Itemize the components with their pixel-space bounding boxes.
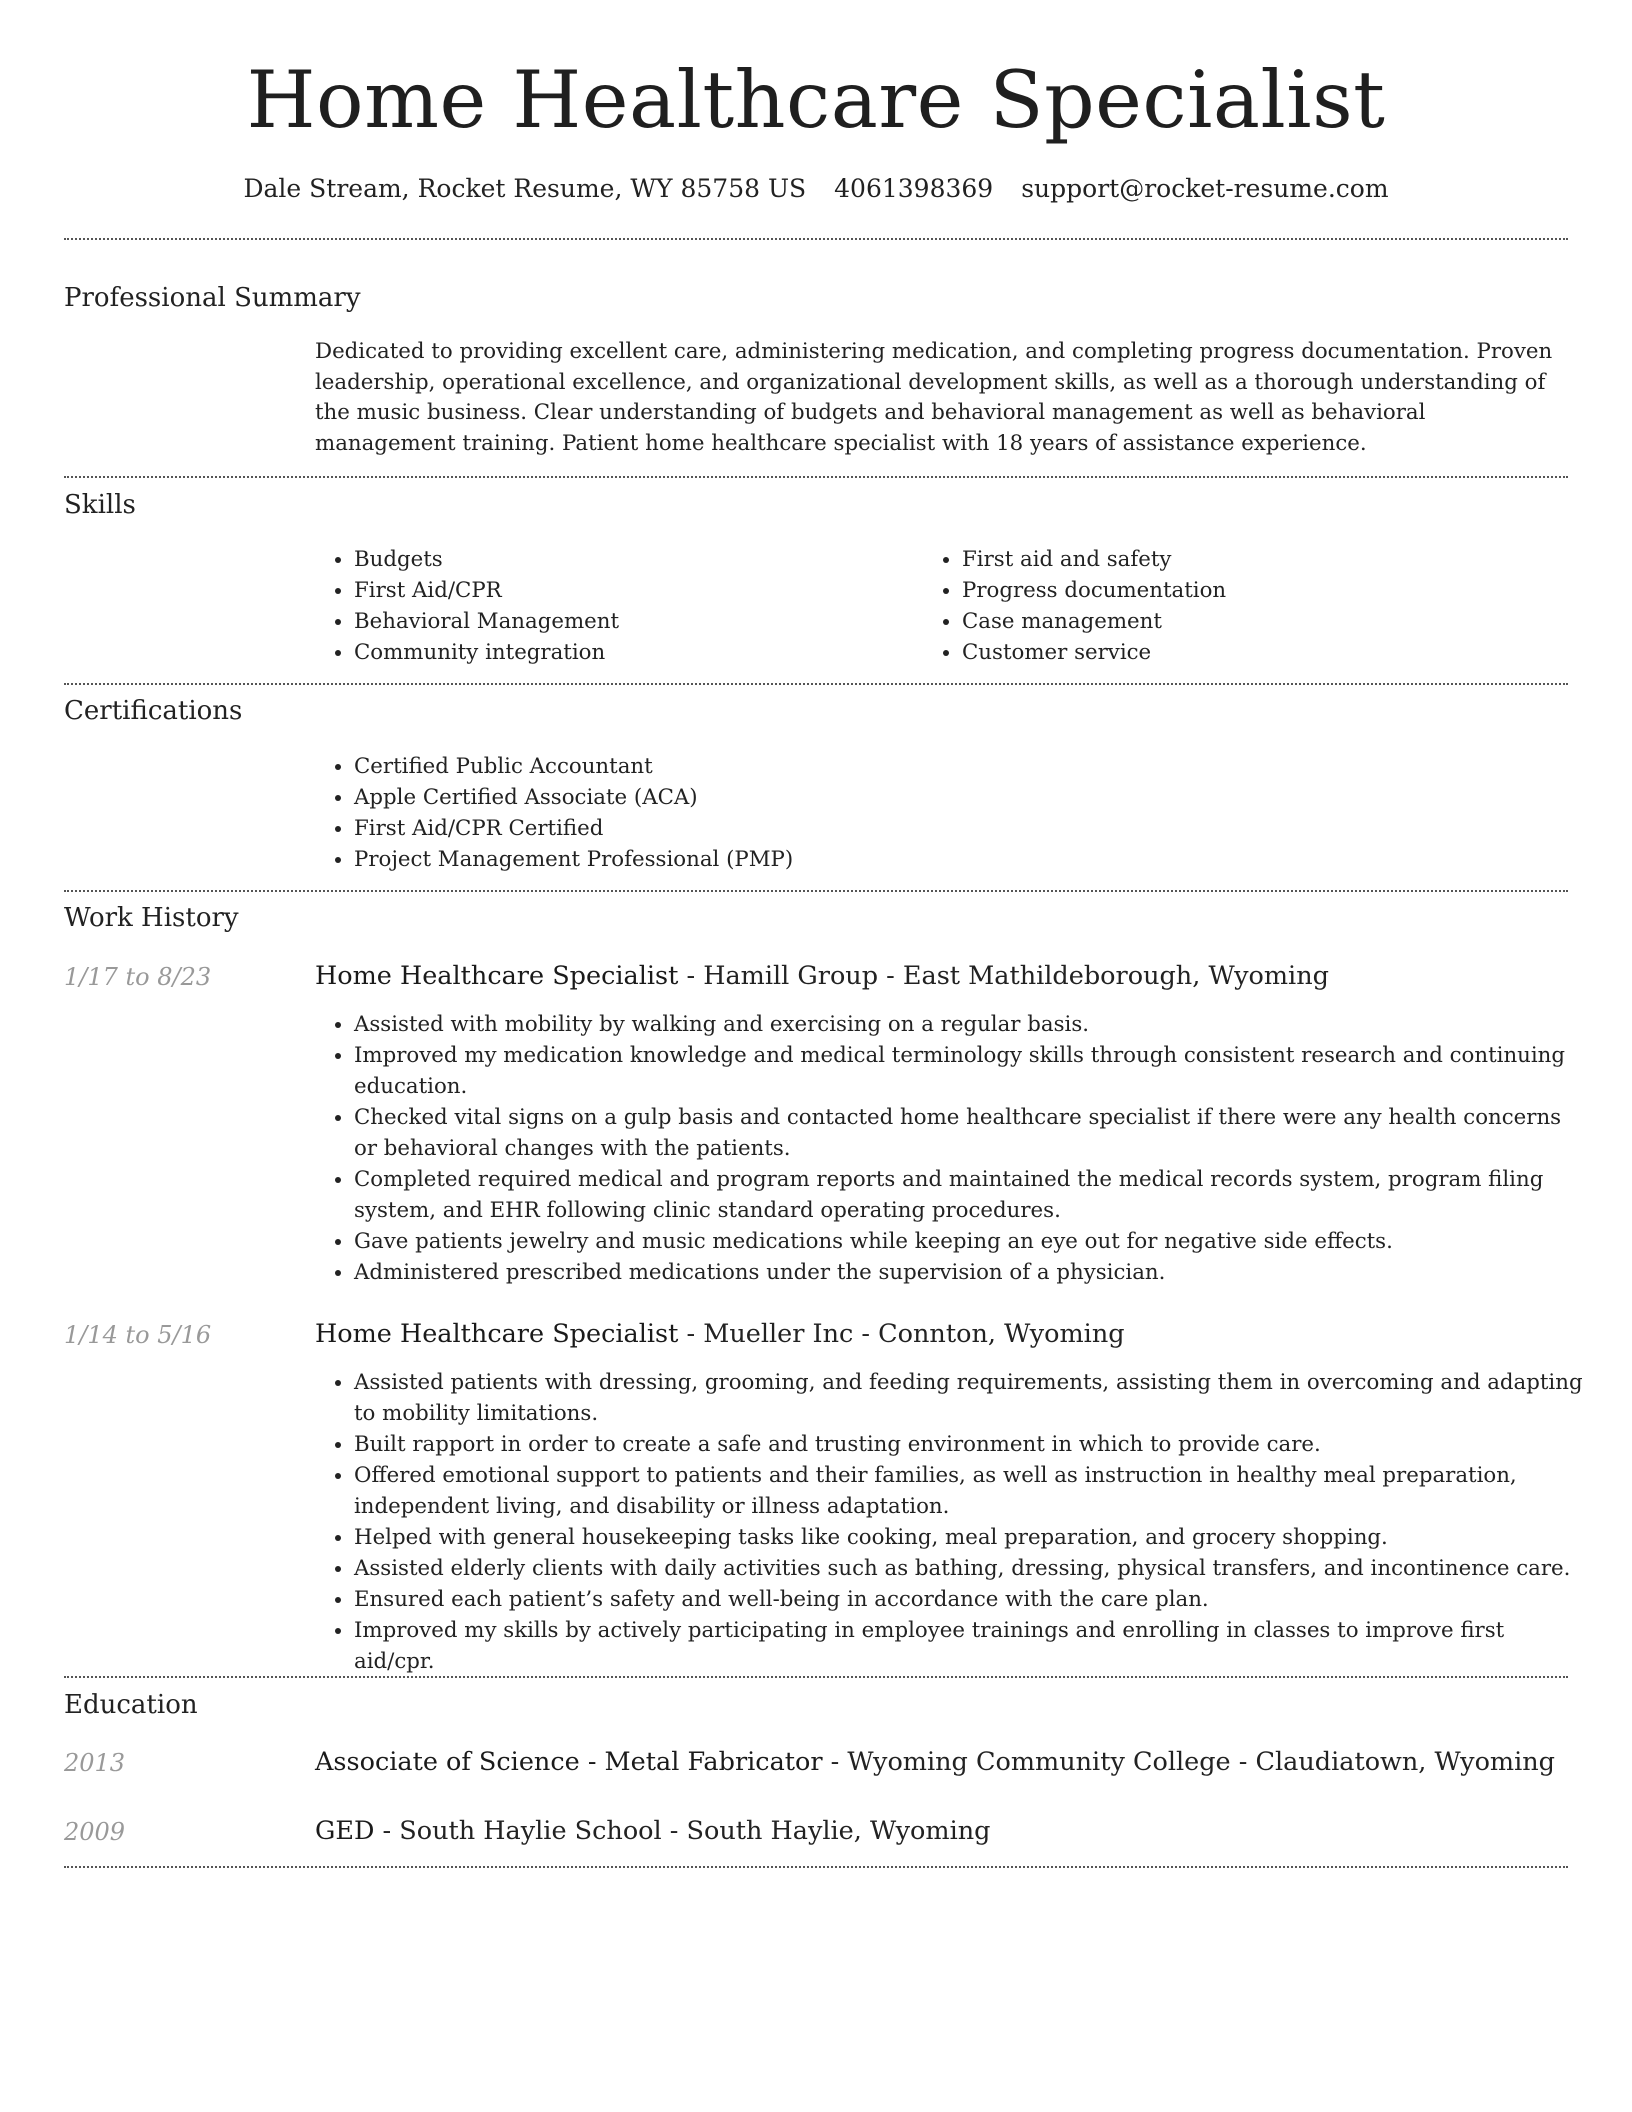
divider <box>64 890 1568 892</box>
job-employer: - Mueller Inc - Connton, Wyoming <box>678 1319 1125 1349</box>
skill-item: • Progress documentation <box>962 575 1582 606</box>
job-bullet: • Completed required medical and program reports and maintained the medical records system, program filing system, and EHR following clinic standard operating procedures. <box>354 1164 1589 1226</box>
skills-heading: Skills <box>64 490 136 520</box>
job-bullet: • Administered prescribed medications under the supervision of a physician. <box>354 1257 1589 1288</box>
job-dates: 1/14 to 5/16 <box>64 1321 212 1349</box>
contact-phone: 4061398369 <box>834 174 994 203</box>
job-title: Home Healthcare Specialist <box>315 961 679 991</box>
certifications-heading: Certifications <box>64 696 243 726</box>
job-dates: 1/17 to 8/23 <box>64 963 212 991</box>
divider <box>64 1676 1568 1678</box>
job-bullet: • Assisted with mobility by walking and exercising on a regular basis. <box>354 1009 1589 1040</box>
education-year: 2013 <box>64 1749 126 1777</box>
education-year: 2009 <box>64 1818 126 1846</box>
job-bullets <box>310 1009 1589 1288</box>
certification-item: • Project Management Professional (PMP) <box>354 844 1604 875</box>
education-entry <box>315 1814 1568 1848</box>
skill-item: • Budgets <box>354 544 914 575</box>
skills-list-left <box>310 544 914 668</box>
job-bullet: • Checked vital signs on a gulp basis and contacted home healthcare specialist if there were any health concerns or behavioral changes with the patients. <box>354 1102 1589 1164</box>
divider <box>64 1866 1568 1868</box>
divider <box>64 238 1568 240</box>
job-bullet: • Assisted elderly clients with daily activities such as bathing, dressing, physical transfers, and incontinence care. <box>354 1553 1589 1584</box>
contact-address: Dale Stream, Rocket Resume, WY 85758 US <box>243 174 807 203</box>
job-bullets <box>310 1367 1589 1677</box>
job-title: Home Healthcare Specialist <box>315 1319 679 1349</box>
contact-email[interactable]: support@rocket-resume.com <box>1021 174 1389 203</box>
job-bullet: • Built rapport in order to create a safe and trusting environment in which to provide care. <box>354 1429 1589 1460</box>
education-heading: Education <box>64 1690 198 1720</box>
education-degree: GED <box>315 1816 375 1846</box>
certification-item: • Certified Public Accountant <box>354 751 1604 782</box>
job-header <box>315 1317 1568 1351</box>
job-bullet: • Helped with general housekeeping tasks like cooking, meal preparation, and grocery shopping. <box>354 1522 1589 1553</box>
education-school: - South Haylie School - South Haylie, Wyoming <box>374 1816 991 1846</box>
job-bullet: • Offered emotional support to patients and their families, as well as instruction in healthy meal preparation, independent living, and disability or illness adaptation. <box>354 1460 1589 1522</box>
job-bullet: • Improved my skills by actively participating in employee trainings and enrolling in classes to improve first aid/cpr. <box>354 1615 1589 1677</box>
job-bullet: • Assisted patients with dressing, grooming, and feeding requirements, assisting them in overcoming and adapting to mobility limitations. <box>354 1367 1589 1429</box>
job-employer: - Hamill Group - East Mathildeborough, Wyoming <box>678 961 1329 991</box>
job-bullet: • Improved my medication knowledge and medical terminology skills through consistent research and continuing education. <box>354 1040 1589 1102</box>
skill-item: • Case management <box>962 606 1582 637</box>
education-school: - Wyoming Community College - Claudiatown, Wyoming <box>822 1747 1556 1777</box>
certifications-list <box>310 751 1604 875</box>
education-entry <box>315 1745 1568 1779</box>
summary-text: Dedicated to providing excellent care, administering medication, and completing progress documentation. Proven leadership, operational excellence, and organizational development skills, as well as a thorough understanding of the music business. Clear understanding of budgets and behavioral management as well as behavioral management training. Patient home healthcare specialist with 18 years of assistance experience. <box>315 339 1553 456</box>
job-bullet: • Ensured each patient’s safety and well-being in accordance with the care plan. <box>354 1584 1589 1615</box>
certification-item: • First Aid/CPR Certified <box>354 813 1604 844</box>
work-heading: Work History <box>64 903 239 933</box>
skill-item: • First aid and safety <box>962 544 1582 575</box>
divider <box>64 683 1568 685</box>
summary-heading: Professional Summary <box>64 283 361 313</box>
skill-item: • Customer service <box>962 637 1582 668</box>
contact-line <box>0 172 1632 206</box>
job-header <box>315 959 1568 993</box>
resume-title: Home Healthcare Specialist <box>246 54 1386 146</box>
skill-item: • Community integration <box>354 637 914 668</box>
job-bullet: • Gave patients jewelry and music medications while keeping an eye out for negative side effects. <box>354 1226 1589 1257</box>
education-degree: Associate of Science - Metal Fabricator <box>315 1747 823 1777</box>
divider <box>64 476 1568 478</box>
skills-list-right <box>918 544 1582 668</box>
skill-item: • Behavioral Management <box>354 606 914 637</box>
certification-item: • Apple Certified Associate (ACA) <box>354 782 1604 813</box>
skill-item: • First Aid/CPR <box>354 575 914 606</box>
